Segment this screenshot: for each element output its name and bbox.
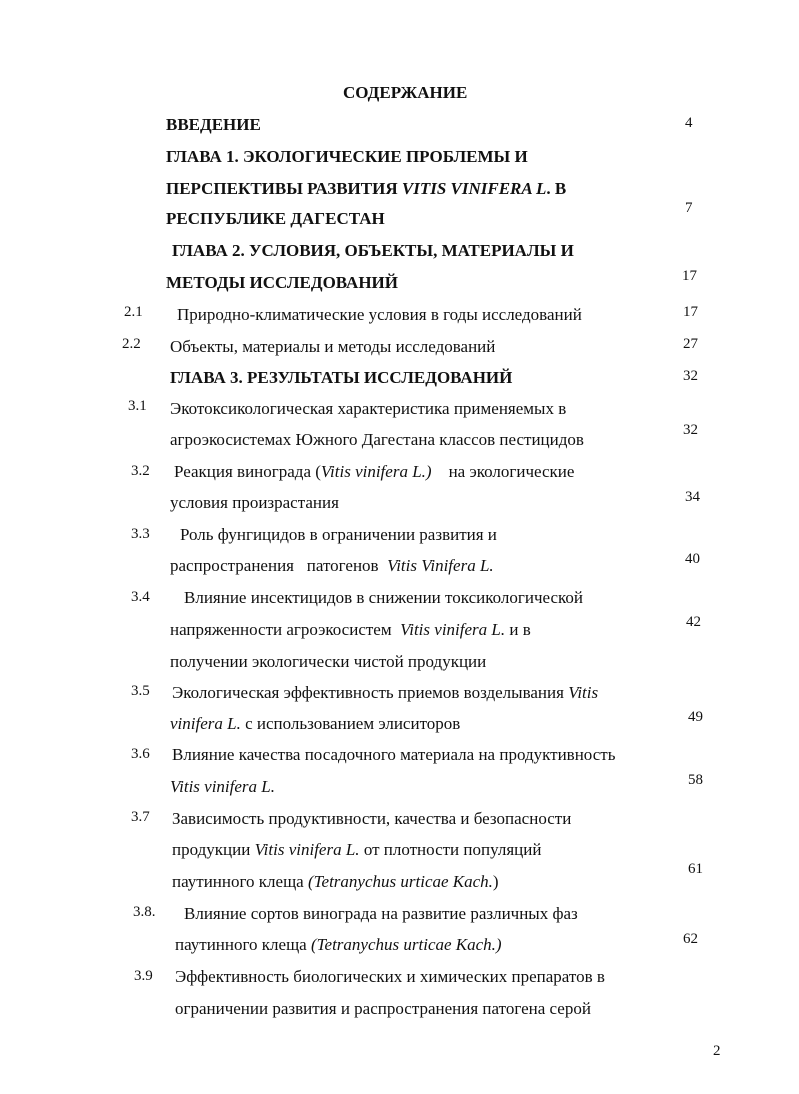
toc-page-number: 42 (686, 614, 701, 630)
toc-section-number: 3.7 (131, 809, 150, 825)
toc-entry-section-3-4: Влияние инсектицидов в снижении токсикологической (184, 588, 584, 607)
toc-entry-chapter-2-line2: МЕТОДЫ ИССЛЕДОВАНИЙ (166, 273, 399, 292)
toc-entry-section-3-9-line2: ограничении развития и распространения патогена серой (175, 999, 591, 1018)
toc-entry-chapter-1: ГЛАВА 1. ЭКОЛОГИЧЕСКИЕ ПРОБЛЕМЫ И (166, 147, 528, 166)
toc-page-number: 49 (688, 709, 703, 725)
toc-page-number: 62 (683, 931, 698, 947)
toc-page-number: 61 (688, 861, 703, 877)
toc-entry-section-2-1: Природно-климатические условия в годы исследований (177, 305, 582, 324)
toc-page-number: 17 (682, 268, 697, 284)
toc-entry-chapter-2: ГЛАВА 2. УСЛОВИЯ, ОБЪЕКТЫ, МАТЕРИАЛЫ И (172, 241, 574, 260)
toc-entry-section-3-4-line2: напряженности агроэкосистем Vitis vinifera L. и в (170, 620, 531, 639)
toc-entry-section-3-8-line2: паутинного клеща (Tetranychus urticae Kach.) (175, 935, 502, 954)
toc-section-number: 2.2 (122, 336, 141, 352)
toc-entry-section-3-7-line2: продукции Vitis vinifera L. от плотности популяций (172, 840, 542, 859)
toc-section-number: 3.6 (131, 746, 150, 762)
toc-entry-section-3-6: Влияние качества посадочного материала на продуктивность (172, 745, 616, 764)
toc-page-number: 32 (683, 422, 698, 438)
toc-entry-section-3-2: Реакция винограда (Vitis vinifera L.) на экологические (174, 462, 575, 481)
toc-entry-section-3-7: Зависимость продуктивности, качества и безопасности (172, 809, 572, 828)
toc-section-number: 3.8. (133, 904, 156, 920)
toc-entry-section-3-2-line2: условия произрастания (170, 493, 339, 512)
toc-section-number: 3.4 (131, 589, 150, 605)
toc-entry-chapter-1-line2: ПЕРСПЕКТИВЫ РАЗВИТИЯ VITIS VINIFERA L. В (166, 179, 567, 198)
toc-page-number: 4 (685, 115, 693, 131)
toc-entry-section-3-4-line3: получении экологически чистой продукции (170, 652, 487, 671)
toc-entry-section-3-8: Влияние сортов винограда на развитие различных фаз (184, 904, 578, 923)
toc-entry-section-3-5: Экологическая эффективность приемов возделывания Vitis (172, 683, 599, 702)
toc-page-number: 27 (683, 336, 698, 352)
toc-entry-section-3-1: Экотоксикологическая характеристика применяемых в (170, 399, 567, 418)
toc-entry-section-3-5-line2: vinifera L. с использованием элиситоров (170, 714, 461, 733)
toc-page-number: 7 (685, 200, 693, 216)
toc-entry-section-3-1-line2: агроэкосистемах Южного Дагестана классов пестицидов (170, 430, 584, 449)
toc-entry-chapter-1-line3: РЕСПУБЛИКЕ ДАГЕСТАН (166, 209, 385, 228)
toc-section-number: 3.3 (131, 526, 150, 542)
page-title: СОДЕРЖАНИЕ (343, 83, 468, 102)
toc-section-number: 3.1 (128, 398, 147, 414)
toc-page-number: 32 (683, 368, 698, 384)
toc-section-number: 3.5 (131, 683, 150, 699)
toc-section-number: 3.9 (134, 968, 153, 984)
toc-entry-section-3-9: Эффективность биологических и химических препаратов в (175, 967, 605, 986)
toc-section-number: 2.1 (124, 304, 143, 320)
page-number: 2 (713, 1043, 721, 1059)
toc-page-number: 58 (688, 772, 703, 788)
toc-entry-section-3-3: Роль фунгицидов в ограничении развития и (180, 525, 497, 544)
toc-entry-introduction: ВВЕДЕНИЕ (166, 115, 261, 134)
toc-entry-section-2-2: Объекты, материалы и методы исследований (170, 337, 496, 356)
toc-entry-section-3-7-line3: паутинного клеща (Tetranychus urticae Kach.) (172, 872, 499, 891)
toc-page-number: 34 (685, 489, 700, 505)
toc-entry-section-3-6-line2: Vitis vinifera L. (170, 777, 275, 796)
toc-section-number: 3.2 (131, 463, 150, 479)
toc-page-number: 40 (685, 551, 700, 567)
toc-entry-chapter-3: ГЛАВА 3. РЕЗУЛЬТАТЫ ИССЛЕДОВАНИЙ (170, 368, 513, 387)
toc-entry-section-3-3-line2: распространения патогенов Vitis Vinifera L. (170, 556, 494, 575)
toc-page-number: 17 (683, 304, 698, 320)
